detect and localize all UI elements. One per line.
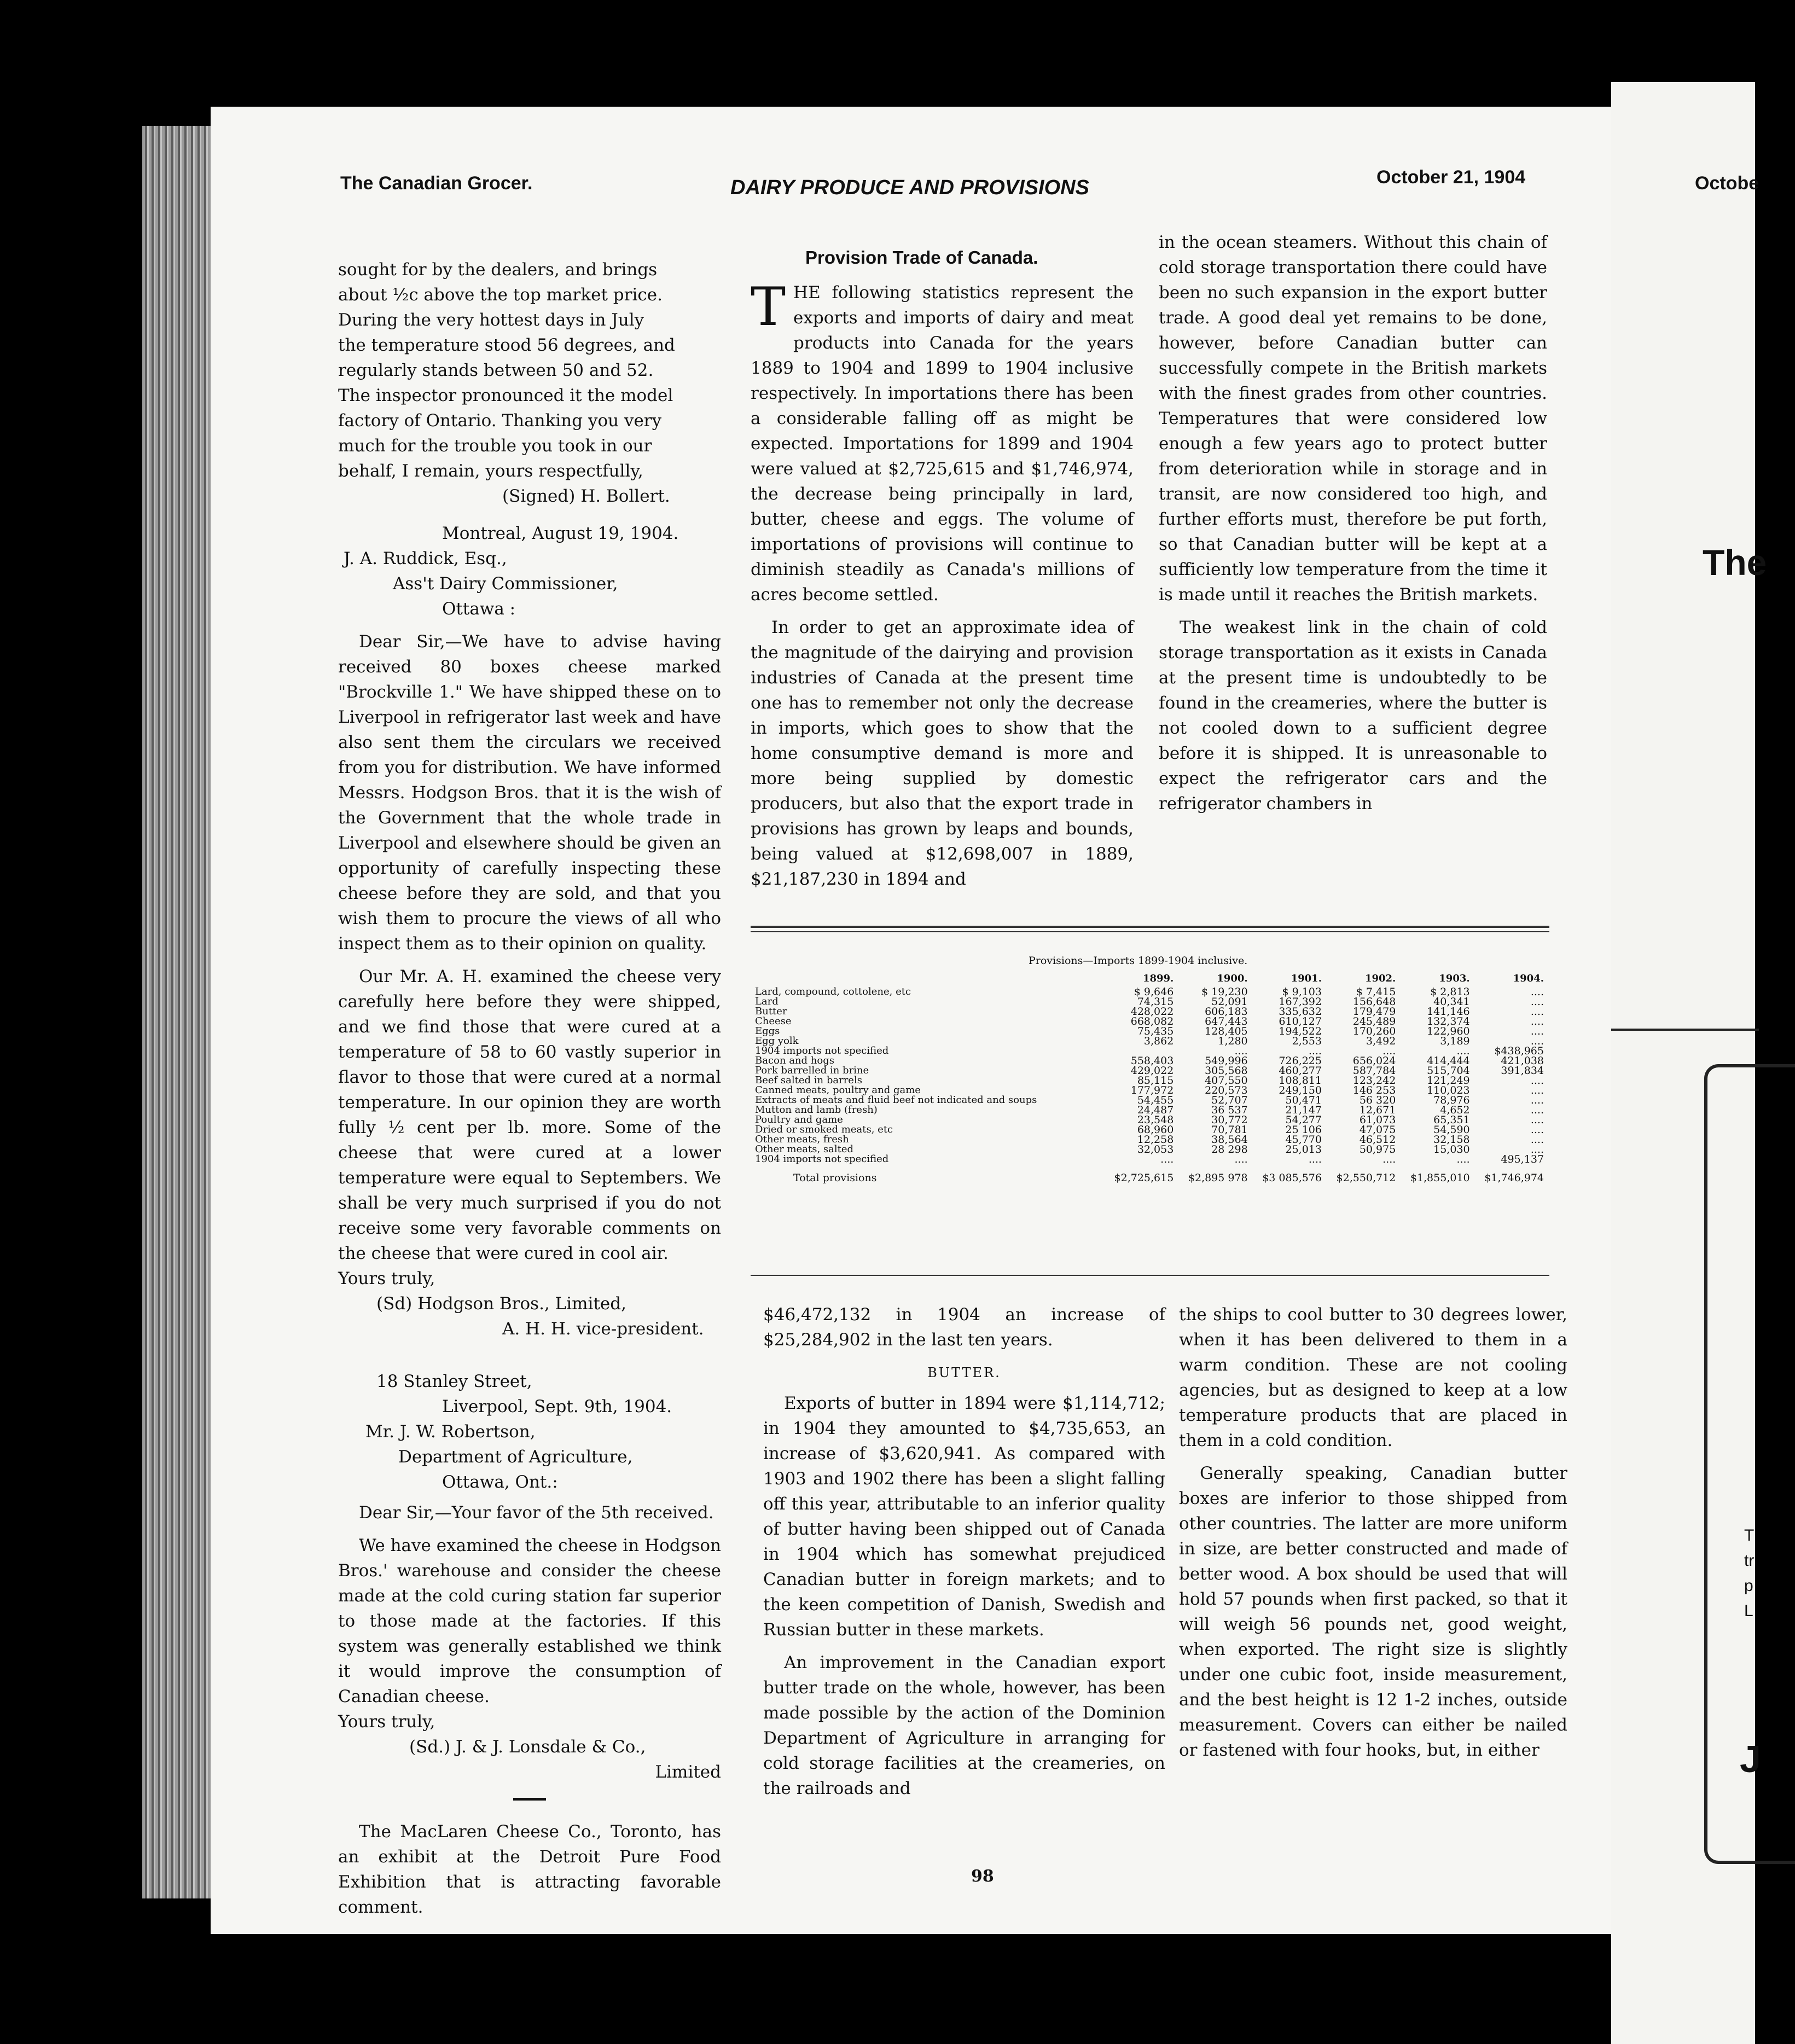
table-cell: 428,022 [1130,1006,1174,1018]
text-line: regularly stands between 50 and 52. [338,361,654,380]
table-cell: 12,671 [1359,1104,1396,1116]
letter2-addressee-line: Ottawa : [442,599,516,619]
table-column-header: 1900. [1217,973,1248,984]
butter-paragraph-1: Exports of butter in 1894 were $1,114,712; in 1904 they amounted to $4,735,653, an increase of $3,620,941. As compared with 1903 and 1902 there has been a slight falling off this year, attributable to an inferior quality of butter having been shipped out of Canada in 1904 which has somewhat prejudiced Canadian butter in foreign markets; and to the keen competition of Danish, Swedish and Russian butter in these markets. [763,1393,1165,1640]
table-cell: 54,455 [1137,1094,1174,1106]
table-top-rule-thin [751,931,1549,932]
table-total-cell: $1,746,974 [1484,1172,1544,1184]
table-cell: 15,030 [1433,1143,1470,1155]
maclaren-note: The MacLaren Cheese Co., Toronto, has an exhibit at the Detroit Pure Food Exhibition that is attracting favorable comment. [338,1822,721,1917]
adjacent-page-heading: The [1703,542,1767,583]
table-cell: 668,082 [1130,1015,1174,1027]
table-cell: 47,075 [1359,1124,1396,1136]
table-cell: 656,024 [1352,1055,1396,1067]
table-cell: 249,150 [1279,1084,1322,1096]
table-cell: 515,704 [1427,1065,1470,1077]
table-cell: .... [1456,1045,1470,1057]
table-cell: 3,492 [1366,1035,1396,1047]
table-cell: 587,784 [1352,1065,1396,1077]
article-column-right-bottom [1179,1302,1567,1770]
article-paragraph-1 [751,276,1134,607]
table-cell: 74,315 [1137,996,1174,1008]
table-cell: 305,568 [1205,1065,1248,1077]
table-total-row [755,1164,1548,1183]
table-cell: 610,127 [1279,1015,1322,1027]
table-cell: 429,022 [1130,1065,1174,1077]
table-row [755,1154,1548,1164]
table-cell: .... [1530,1134,1544,1146]
table-cell: 40,341 [1433,996,1470,1008]
letter3-closing: Yours truly, [338,1712,435,1732]
butter-heading: BUTTER. [927,1365,1001,1380]
table-cell: .... [1234,1045,1248,1057]
table-cell: 25,013 [1285,1143,1322,1155]
table-top-rule [751,926,1549,928]
bollert-signature: (Signed) H. Bollert. [502,486,670,506]
table-row-label: Beef salted in barrels [755,1075,862,1086]
table-row-label: Eggs [755,1025,780,1037]
table-cell: 170,260 [1352,1025,1396,1037]
article-column-middle-top [751,245,1134,899]
butter-paragraph-2: An improvement in the Canadian export butter trade on the whole, however, has been made possible by the action of the Dominion Department of Agriculture in arranging for cold storage facilities at the creameries, on the railroads and [763,1653,1165,1798]
adjacent-page-header: Octobe [1695,173,1759,194]
table-cell: 549,996 [1205,1055,1248,1067]
table-cell: 726,225 [1279,1055,1322,1067]
section-title: DAIRY PRODUCE AND PROVISIONS [730,176,1089,199]
table-cell: 54,277 [1285,1114,1322,1126]
table-row-label: Mutton and lamb (fresh) [755,1104,878,1116]
table-cell: 85,115 [1137,1075,1174,1087]
adjacent-page-letter-1: T [1744,1526,1755,1544]
provisions-imports-table [755,974,1548,1183]
text-line: much for the trouble you took in our [338,436,652,456]
table-row-label: Bacon and hogs [755,1055,834,1066]
table-cell: 50,975 [1359,1143,1396,1155]
text-line: behalf, I remain, yours respectfully, [338,461,643,481]
table-cell: 30,772 [1211,1114,1248,1126]
adjacent-page-letter-3: p [1744,1577,1753,1595]
table-cell: .... [1530,1104,1544,1116]
table-total-cell: $2,895 978 [1188,1172,1248,1184]
table-cell: 4,652 [1440,1104,1470,1116]
page-number: 98 [971,1867,994,1886]
table-cell: 38,564 [1211,1134,1248,1146]
table-header-label [755,974,1104,987]
letter3-addressee-line: Ottawa, Ont.: [442,1472,558,1492]
table-cell: 123,242 [1352,1075,1396,1087]
table-cell: 167,392 [1279,996,1322,1008]
letter3-signature-line: (Sd.) J. & J. Lonsdale & Co., [409,1737,646,1757]
article-paragraph-2: In order to get an approximate idea of the magnitude of the dairying and provision industries of Canada at the present time one has to remember not only the decrease in imports, which goes to show that the home consumptive demand is more and more being supplied by domestic producers, but also that the export trade in provisions has grown by leaps and bounds, being valued at $12,698,007 in 1889, $21,187,230 in 1894 and [751,618,1134,889]
table-cell: $ 19,230 [1201,986,1248,998]
table-cell: .... [1530,1006,1544,1018]
letter3-address-line: Liverpool, Sept. 9th, 1904. [442,1397,672,1416]
butter-paragraph-4: Generally speaking, Canadian butter boxes are inferior to those shipped from other countries. The latter are more uniform in size, are better constructed and made of better wood. A box should be used that will hold 57 pounds when first packed, so that it will weigh 56 pounds net, good weight, when exported. The right size is slightly under one cubic foot, inside measurement, and the best height is 12 1-2 inches, outside measurement. Covers can either be nailed or fastened with four hooks, but, in either [1179,1464,1567,1760]
letter2-paragraph: Dear Sir,—We have to advise having received 80 boxes cheese marked "Brockville 1." We have shipped these on to Liverpool in refrigerator last week and have also sent them the circulars we received from you for distribution. We have informed Messrs. Hodgson Bros. that it is the wish of the Government that the whole trade in Liverpool and elsewhere should be given an opportunity of carefully inspecting these cheese before they are sold, and that you wish them to procure the views of all who inspect them as to their opinion on quality. [338,632,721,954]
table-cell: 156,648 [1352,996,1396,1008]
letter2-paragraph: Our Mr. A. H. examined the cheese very carefully here before they were shipped, and we find those that were cured at a temperature of 58 to 60 vastly superior in flavor to those that were cured at a normal temperature. In our opinion they are worth fully ½ cent per lb. more. Some of the cheese that were cured at a lower temperature were equal to Septembers. We shall be very much surprised if you do not receive some very favorable comments on the cheese that were cured in cool air. [338,967,721,1263]
table-cell: .... [1382,1153,1396,1165]
table-cell: 24,487 [1137,1104,1174,1116]
table-cell: 46,512 [1359,1134,1396,1146]
table-cell: $ 9,646 [1134,986,1174,998]
article-column-right-top [1159,230,1547,824]
table-row-label: Butter [755,1006,787,1017]
table-cell: 32,158 [1433,1134,1470,1146]
adjacent-page-letter-2: tr [1744,1552,1755,1570]
separator-rule [513,1798,546,1801]
table-cell: 21,147 [1285,1104,1322,1116]
table-cell: 558,403 [1130,1055,1174,1067]
letter3-paragraph: Dear Sir,—Your favor of the 5th received. [359,1503,714,1523]
table-cell: 647,443 [1205,1015,1248,1027]
table-body [755,987,1548,1183]
publication-name: The Canadian Grocer. [340,173,533,194]
drop-cap: T [751,276,786,338]
letter2-signature-line: (Sd) Hodgson Bros., Limited, [376,1294,626,1314]
letter3-signature-line: Limited [655,1762,721,1782]
table-cell: 128,405 [1205,1025,1248,1037]
table-cell: 391,834 [1501,1065,1544,1077]
table-row-label: Lard [755,996,779,1007]
table-cell: 65,351 [1433,1114,1470,1126]
table-row-label: Pork barrelled in brine [755,1065,869,1076]
table-row-label: Other meats, salted [755,1143,854,1155]
table-row-label: Dried or smoked meats, etc [755,1124,893,1135]
table-cell: 407,550 [1205,1075,1248,1087]
adjacent-page-big-letter: J [1740,1738,1761,1780]
left-column [338,257,721,1927]
table-cell: 25 106 [1285,1124,1322,1136]
table-cell: 141,146 [1427,1006,1470,1018]
table-cell: 2,553 [1292,1035,1322,1047]
table-cell: 220,573 [1205,1084,1248,1096]
table-column-header: 1903. [1439,973,1470,984]
table-cell: .... [1234,1153,1248,1165]
bollert-letter-end [338,257,721,509]
table-cell: 132,374 [1427,1015,1470,1027]
butter-paragraph-3: the ships to cool butter to 30 degrees lower, when it has been delivered to them in a warm condition. These are not cooling agencies, but as designed to keep at a low temperature products that are placed in them in a cold condition. [1179,1305,1567,1450]
table-cell: $ 9,103 [1282,986,1322,998]
article-paragraph-4: The weakest link in the chain of cold storage transportation as it exists in Canada at the present time is undoubtedly to be found in the creameries, where the butter is not cooled down to a sufficient degree before it is shipped. It is unreasonable to expect the refrigerator cars and the refrigerator chambers in [1159,618,1547,814]
table-cell: 36 537 [1211,1104,1248,1116]
table-cell: .... [1530,1025,1544,1037]
article-column-middle-bottom [763,1302,1165,1809]
adjacent-page-letter-4: L [1744,1602,1753,1620]
table-cell: 3,189 [1440,1035,1470,1047]
table-cell: .... [1530,1124,1544,1136]
table-cell: 28 298 [1211,1143,1248,1155]
letter3-address-line: 18 Stanley Street, [376,1372,532,1391]
table-cell: 122,960 [1427,1025,1470,1037]
text-line: The inspector pronounced it the model [338,386,673,405]
table-cell: 12,258 [1137,1134,1174,1146]
table-cell: 32,053 [1137,1143,1174,1155]
table-cell: 245,489 [1352,1015,1396,1027]
letter2-addressee-line: J. A. Ruddick, Esq., [344,549,507,568]
article-paragraph-3: in the ocean steamers. Without this chain of cold storage transportation there could have been no such expansion in the export butter trade. A good deal yet remains to be done, however, before Canadian butter can successfully compete in the British markets with the finest grades from other countries. Temperatures that were considered low enough a few years ago to protect butter from deterioration while in storage and in transit, are now considered too high, and further efforts must, therefore be put forth, so that Canadian butter will be kept at a sufficiently low temperature from the time it is made until it reaches the British markets. [1159,233,1547,605]
table-cell: .... [1530,986,1544,998]
table-cell: 50,471 [1285,1094,1322,1106]
table-total-cell: $1,855,010 [1410,1172,1470,1184]
table-cell: 3,862 [1143,1035,1174,1047]
letter2-addressee-line: Ass't Dairy Commissioner, [393,574,618,594]
letter3-paragraph: We have examined the cheese in Hodgson Bros.' warehouse and consider the cheese made at the cold curing station far superior to those made at the factories. If this system was generally established we think it would improve the consumption of Canadian cheese. [338,1536,721,1706]
table-cell: .... [1530,1114,1544,1126]
table-cell: 179,479 [1352,1006,1396,1018]
table-cell: 23,548 [1137,1114,1174,1126]
letter2-closing: Yours truly, [338,1269,435,1288]
table-column-header: 1901. [1291,973,1322,984]
table-cell: .... [1382,1045,1396,1057]
table-column-header: 1904. [1513,973,1544,984]
table-cell: 460,277 [1279,1065,1322,1077]
table-cell: 335,632 [1279,1006,1322,1018]
table-cell: .... [1308,1153,1322,1165]
table-bottom-rule [751,1275,1549,1276]
table-cell: 177,972 [1130,1084,1174,1096]
table-cell: 56 320 [1359,1094,1396,1106]
letter2-date: Montreal, August 19, 1904. [442,524,679,543]
table-cell: 121,249 [1427,1075,1470,1087]
table-row-label: 1904 imports not specified [755,1153,889,1165]
article-paragraph-2-continued: $46,472,132 in 1904 an increase of $25,284,902 in the last ten years. [763,1305,1165,1350]
table-cell: $ 2,813 [1430,986,1470,998]
table-row-label: Canned meats, poultry and game [755,1084,921,1096]
table-cell: 108,811 [1279,1075,1322,1087]
letter3-addressee-line: Mr. J. W. Robertson, [365,1422,536,1442]
table-cell: 1,280 [1218,1035,1248,1047]
table-cell: 146 253 [1352,1084,1396,1096]
article-paragraph-1-text: HE following statistics represent the exports and imports of dairy and meat products into Canada for the years 1889 to 1904 and 1899 to 1904 inclusive respectively. In importations there has been a considerable falling off as might be expected. Importations for 1899 and 1904 were valued at $2,725,615 and $1,746,974, the decrease being principally in lard, butter, cheese and eggs. The volume of importations of provisions will continue to diminish steadily as Canada's millions of acres become settled. [751,283,1134,605]
text-line: sought for by the dealers, and brings [338,260,658,280]
table-cell: 45,770 [1285,1134,1322,1146]
table-cell: .... [1160,1153,1174,1165]
text-line: about ½c above the top market price. [338,285,663,305]
table-row-label: 1904 imports not specified [755,1045,889,1056]
table-total-label: Total provisions [793,1172,877,1184]
text-line: factory of Ontario. Thanking you very [338,411,662,431]
table-cell: 68,960 [1137,1124,1174,1136]
letter2-signature-line: A. H. H. vice-president. [502,1319,704,1339]
table-row-label: Cheese [755,1015,792,1027]
table-cell: 194,522 [1279,1025,1322,1037]
table-row-label: Lard, compound, cottolene, etc [755,986,911,997]
table-cell: 421,038 [1501,1055,1544,1067]
table-header-row [755,974,1548,987]
table-cell: 110,023 [1427,1084,1470,1096]
table-cell: 70,781 [1211,1124,1248,1136]
table-cell: .... [1530,1035,1544,1047]
table-cell: $ 7,415 [1356,986,1396,998]
table-row-label: Egg yolk [755,1035,799,1047]
article-title: Provision Trade of Canada. [805,247,1038,268]
table-cell: .... [1308,1045,1322,1057]
table-cell: 495,137 [1501,1153,1544,1165]
table-cell: 52,707 [1211,1094,1248,1106]
issue-date: October 21, 1904 [1376,167,1526,188]
table-cell: .... [1530,1015,1544,1027]
table-cell: .... [1456,1153,1470,1165]
text-line: During the very hottest days in July [338,310,644,330]
table-cell: $438,965 [1494,1045,1544,1057]
table-title: Provisions—Imports 1899-1904 inclusive. [1029,955,1248,967]
table-cell: .... [1530,1084,1544,1096]
table-cell: .... [1530,996,1544,1008]
table-total-cell: $2,550,712 [1336,1172,1396,1184]
table-cell: .... [1530,1094,1544,1106]
table-cell: 75,435 [1137,1025,1174,1037]
table-row-label: Extracts of meats and fluid beef not indicated and soups [755,1094,1037,1106]
table-cell: 78,976 [1433,1094,1470,1106]
table-row-label: Other meats, fresh [755,1134,849,1145]
text-line: the temperature stood 56 degrees, and [338,335,675,355]
adjacent-page-rule [1611,1029,1759,1031]
table-row-label: Poultry and game [755,1114,843,1125]
table-cell: 52,091 [1211,996,1248,1008]
table-cell: .... [1530,1075,1544,1087]
table-cell: 61,073 [1359,1114,1396,1126]
table-column-header: 1902. [1364,973,1396,984]
table-cell: 606,183 [1205,1006,1248,1018]
table-total-cell: $2,725,615 [1114,1172,1174,1184]
table-cell: 414,444 [1427,1055,1470,1067]
table-cell: 54,590 [1433,1124,1470,1136]
table-total-cell: $3 085,576 [1262,1172,1322,1184]
letter3-addressee-line: Department of Agriculture, [398,1447,633,1467]
table-column-header: 1899. [1142,973,1174,984]
table-cell: .... [1530,1143,1544,1155]
